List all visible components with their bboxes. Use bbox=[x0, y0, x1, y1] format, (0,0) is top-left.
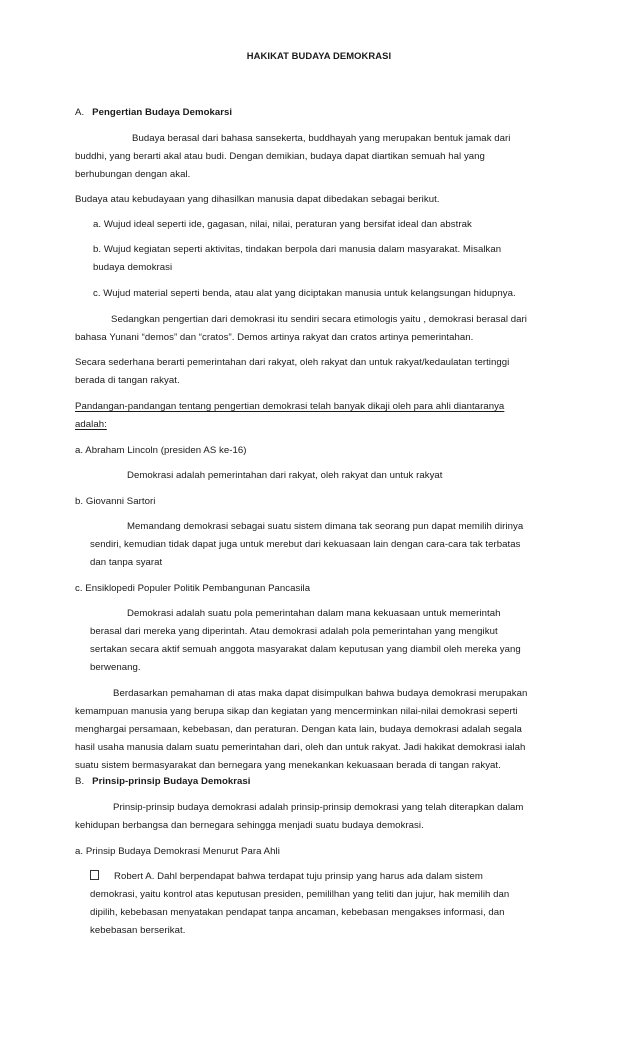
document-title: HAKIKAT BUDAYA DEMOKRASI bbox=[246, 50, 392, 61]
views-heading-line-1: Pandangan-pandangan tentang pengertian demokrasi telah banyak dikaji oleh para ahli diantaranya bbox=[75, 401, 505, 412]
expert-b-text-line-1: Memandang demokrasi sebagai suatu sistem dimana tak seorang pun dapat memilih dirinya bbox=[127, 521, 524, 532]
dahl-line-3: dipilih, kebebasan menyatakan pendapat tanpa ancaman, kebebasan mengakses informasi, dan bbox=[90, 907, 505, 918]
simple-def-line-1: Secara sederhana berarti pemerintahan dari rakyat, oleh rakyat dan untuk rakyat/kedaulatan tertinggi bbox=[75, 357, 510, 368]
expert-c-text-line-3: sertakan secara aktif semuah anggota masyarakat dalam keputusan yang diambil oleh mereka yang bbox=[90, 644, 521, 655]
expert-b-text-line-2: sendiri, kemudian tidak dapat juga untuk merebut dari kekuasaan lain dengan cara-cara tak terbatas bbox=[90, 539, 521, 550]
missing-glyph-icon bbox=[90, 870, 99, 880]
intro-line-1: Budaya berasal dari bahasa sansekerta, buddhayah yang merupakan bentuk jamak dari bbox=[132, 133, 511, 144]
democracy-def-line-2: bahasa Yunani “demos” dan “cratos”. Demos artinya rakyat dan cratos artinya pemerintahan. bbox=[75, 332, 474, 343]
section-a-label: A. bbox=[75, 107, 85, 118]
conclusion-line-4: hasil usaha manusia dalam suatu pemerintahan dari, oleh dan untuk rakyat. Jadi hakikat demokrasi ialah bbox=[75, 742, 526, 753]
views-heading-line-2: adalah: bbox=[75, 419, 107, 430]
forms-intro: Budaya atau kebudayaan yang dihasilkan manusia dapat dibedakan sebagai berikut. bbox=[75, 194, 440, 205]
conclusion-line-3: menghargai persamaan, kebebasan, dan peraturan. Dengan kata lain, budaya demokrasi adalah segala bbox=[75, 724, 522, 735]
section-b-intro-line-2: kehidupan berbangsa dan bernegara sehingga menjadi suatu budaya demokrasi. bbox=[75, 820, 424, 831]
form-item-b-line-1: b. Wujud kegiatan seperti aktivitas, tindakan berpola dari manusia dalam masyarakat. Misalkan bbox=[93, 244, 502, 255]
dahl-text-1: Robert A. Dahl berpendapat bahwa terdapat tuju prinsip yang harus ada dalam sistem bbox=[114, 871, 483, 882]
expert-a-text: Demokrasi adalah pemerintahan dari rakyat, oleh rakyat dan untuk rakyat bbox=[127, 470, 443, 481]
section-b-label: B. bbox=[75, 776, 85, 787]
conclusion-line-1: Berdasarkan pemahaman di atas maka dapat disimpulkan bahwa budaya demokrasi merupakan bbox=[113, 688, 528, 699]
section-b-intro-line-1: Prinsip-prinsip budaya demokrasi adalah prinsip-prinsip demokrasi yang telah diterapkan dalam bbox=[113, 802, 524, 813]
intro-line-2: buddhi, yang berarti akal atau budi. Dengan demikian, budaya dapat diartikan semuah hal yang bbox=[75, 151, 485, 162]
simple-def-line-2: berada di tangan rakyat. bbox=[75, 375, 180, 386]
section-b-heading bbox=[75, 775, 251, 788]
dahl-line-2: demokrasi, yaitu kontrol atas keputusan presiden, pemililhan yang teliti dan jujur, hak memilih dan bbox=[90, 889, 510, 900]
conclusion-line-5: suatu sistem bermasyarakat dan bernegara yang menekankan kekuasaan berada di tangan rakyat. bbox=[75, 760, 501, 771]
dahl-line-1 bbox=[90, 870, 483, 883]
dahl-line-4: kebebasan berserikat. bbox=[90, 925, 186, 936]
expert-c-text-line-4: berwenang. bbox=[90, 662, 141, 673]
expert-c-label: c. Ensiklopedi Populer Politik Pembangunan Pancasila bbox=[75, 583, 311, 594]
form-item-b-line-2: budaya demokrasi bbox=[93, 262, 173, 273]
expert-b-text-line-3: dan tanpa syarat bbox=[90, 557, 163, 568]
conclusion-line-2: kemampuan manusia yang berupa sikap dan kegiatan yang mencerminkan nilai-nilai demokrasi seperti bbox=[75, 706, 518, 717]
section-a-title: Pengertian Budaya Demokarsi bbox=[92, 107, 233, 118]
section-b-title: Prinsip-prinsip Budaya Demokrasi bbox=[92, 776, 251, 787]
expert-b-label: b. Giovanni Sartori bbox=[75, 496, 156, 507]
sub-heading-experts: a. Prinsip Budaya Demokrasi Menurut Para Ahli bbox=[75, 846, 280, 857]
expert-c-text-line-1: Demokrasi adalah suatu pola pemerintahan dalam mana kekuasaan untuk memerintah bbox=[127, 608, 501, 619]
democracy-def-line-1: Sedangkan pengertian dari demokrasi itu sendiri secara etimologis yaitu , demokrasi berasal dari bbox=[111, 314, 527, 325]
expert-c-text-line-2: berasal dari mereka yang diperintah. Atau demokrasi adalah pola pemerintahan yang mengikut bbox=[90, 626, 498, 637]
form-item-a: a. Wujud ideal seperti ide, gagasan, nilai, nilai, peraturan yang bersifat ideal dan abstrak bbox=[93, 219, 472, 230]
intro-line-3: berhubungan dengan akal. bbox=[75, 169, 191, 180]
expert-a-label: a. Abraham Lincoln (presiden AS ke-16) bbox=[75, 445, 247, 456]
section-a-heading bbox=[75, 106, 232, 119]
form-item-c: c. Wujud material seperti benda, atau alat yang diciptakan manusia untuk kelangsungan hidupnya. bbox=[93, 288, 516, 299]
